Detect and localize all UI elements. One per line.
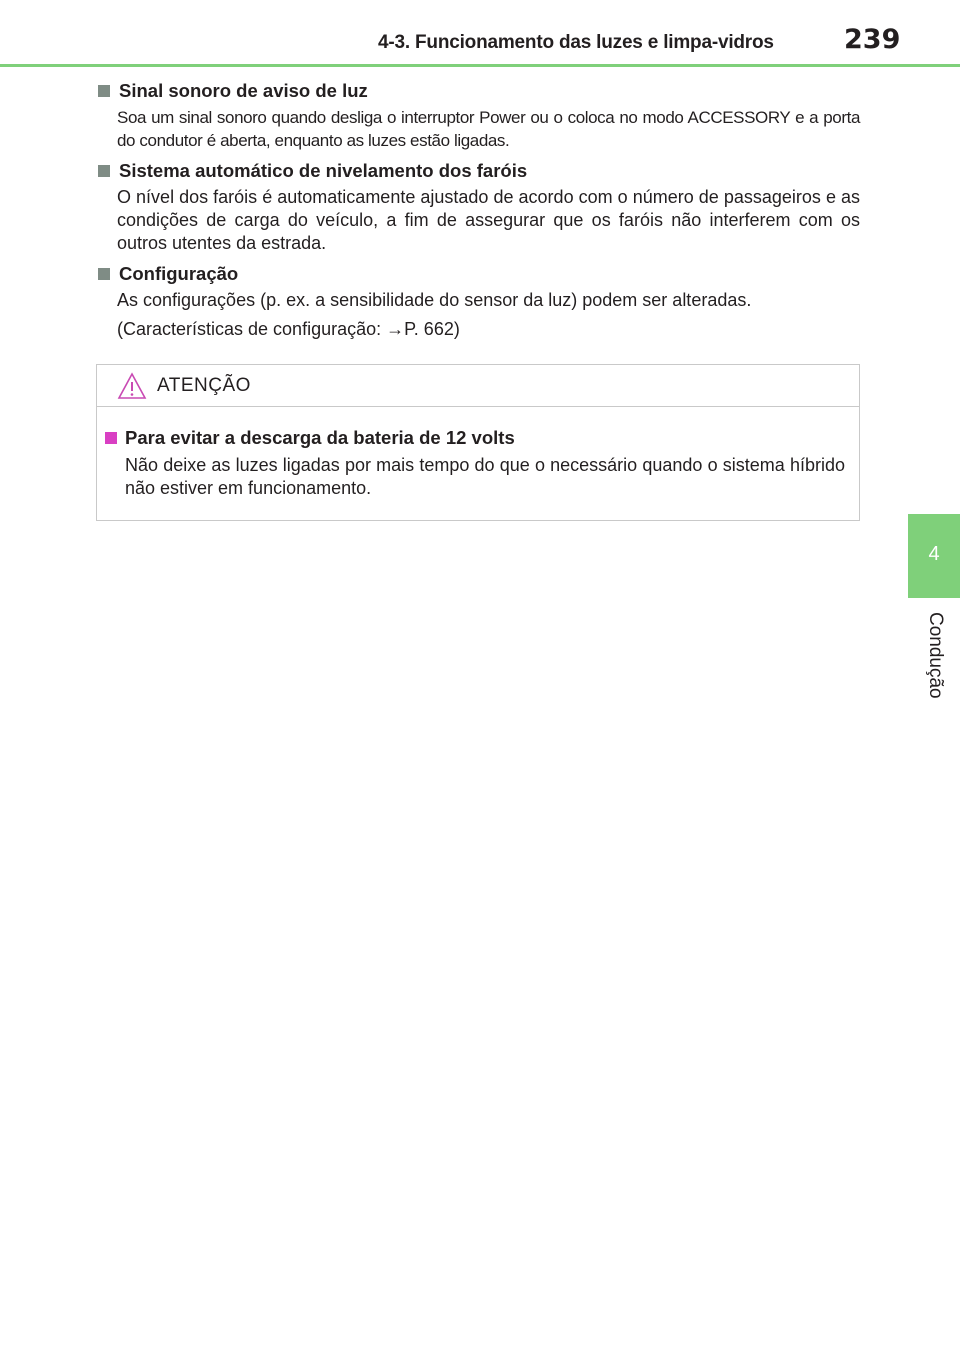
square-bullet-icon [98,85,110,97]
header-rule [0,64,960,67]
item-text [117,106,860,152]
warning-text: Não deixe as luzes ligadas por mais tempo do que o necessário quando o sistema híbrido não estiver em funcionamento. [125,455,845,498]
page-number: 239 [844,24,901,55]
warning-box [96,364,860,521]
page-content [96,78,860,347]
chapter-label: Condução [925,612,946,699]
page-header [0,0,960,68]
warning-triangle-icon [117,371,147,401]
warning-header [97,365,859,407]
square-bullet-icon [98,165,110,177]
item-heading-text: Configuração [119,263,239,284]
section-title: 4-3. Funcionamento das luzes e limpa-vidros [378,32,774,53]
item-light-warning-buzzer [96,78,860,152]
item-auto-leveling [96,158,860,255]
square-bullet-icon [98,268,110,280]
chapter-tab [908,514,960,598]
item-heading [96,158,860,184]
warning-item-heading [105,425,845,451]
item-heading-text: Sinal sonoro de aviso de luz [119,80,368,101]
item-configuration [96,261,860,341]
square-bullet-icon [105,432,117,444]
item-paragraph-reference: (Características de configuração: →P. 662) [117,319,460,339]
warning-title: ATENÇÃO [157,374,251,396]
item-heading [96,261,860,287]
warning-body [97,407,859,500]
item-text [117,186,860,255]
item-text [117,289,860,341]
item-heading-text: Sistema automático de nivelamento dos faróis [119,160,528,181]
item-paragraph: O nível dos faróis é automaticamente ajustado de acordo com o número de passageiros e as condições de carga do veículo, a fim de assegurar que os faróis não interferem com os outros utentes da estrada. [117,187,860,253]
item-paragraph: Soa um sinal sonoro quando desliga o interruptor Power ou o coloca no modo ACCESSORY e a porta do condutor é aberta, enquanto as luzes estão ligadas. [117,108,860,150]
item-heading [96,78,860,104]
warning-item-heading-text: Para evitar a descarga da bateria de 12 volts [125,427,515,448]
item-paragraph: As configurações (p. ex. a sensibilidade do sensor da luz) podem ser alteradas. [117,290,752,310]
chapter-number: 4 [928,543,940,565]
